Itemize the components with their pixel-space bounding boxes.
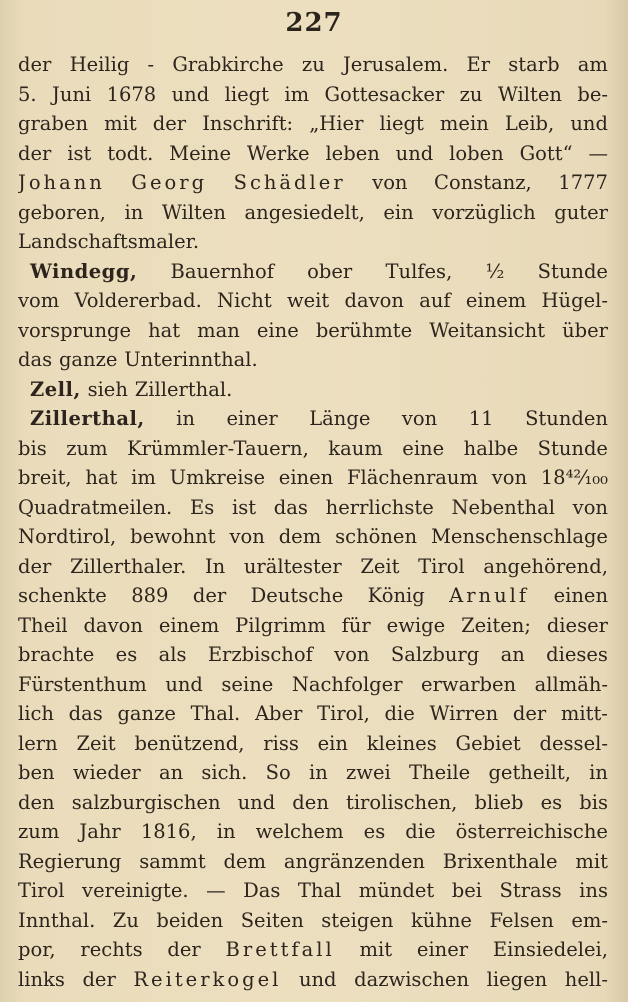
word: ganze xyxy=(58,348,118,371)
word: der xyxy=(18,554,52,578)
page-number: 227 xyxy=(285,8,343,38)
word: salzburgischen xyxy=(71,790,221,814)
text-line xyxy=(18,168,608,198)
text-line xyxy=(18,581,608,611)
word: der xyxy=(18,141,52,165)
word: dazwischen xyxy=(354,967,470,991)
word: mit xyxy=(575,849,608,873)
word: Windegg, xyxy=(30,259,138,283)
text-line xyxy=(18,345,608,375)
word: Nebenthal xyxy=(451,495,555,519)
word: bewohnt xyxy=(130,525,216,548)
word: zum xyxy=(18,820,60,843)
word: Strass xyxy=(499,879,562,902)
word: einen xyxy=(278,466,334,489)
word: 1678 xyxy=(106,82,157,106)
word: vorsprunge xyxy=(18,318,132,342)
word: den xyxy=(292,790,329,814)
word: Stunden xyxy=(525,407,608,430)
word: Quadratmeilen. xyxy=(18,495,173,519)
word: an xyxy=(500,643,525,666)
word: Pilgrimm xyxy=(235,613,326,637)
word: einer xyxy=(416,938,469,961)
word: em- xyxy=(571,908,608,932)
word: zu xyxy=(301,53,325,76)
word: und xyxy=(171,82,210,106)
word: liegt xyxy=(224,82,269,106)
word: hat xyxy=(85,466,118,489)
word: 11 xyxy=(468,407,494,430)
word: — xyxy=(588,141,608,165)
word: Voldererbad. xyxy=(74,289,202,312)
word: ben xyxy=(18,761,55,784)
word: Jerusalem. xyxy=(342,53,449,76)
word: das xyxy=(18,348,53,371)
word: Tirol xyxy=(18,879,65,902)
word: Flächenraum xyxy=(346,466,478,489)
word: 5. xyxy=(18,82,37,106)
word: ins xyxy=(579,879,608,902)
word: sammt xyxy=(139,849,206,873)
word: be- xyxy=(577,82,608,106)
word: über xyxy=(562,318,608,342)
word: angesiedelt, xyxy=(244,200,365,224)
word: angränzenden xyxy=(283,849,425,873)
word: Landschaftsmaler. xyxy=(18,230,200,253)
word: liegt xyxy=(379,112,424,135)
word: Fürstenthum xyxy=(18,672,147,696)
word: Zillerthaler. xyxy=(70,554,187,578)
word: Wirren xyxy=(429,702,499,725)
word: zwei xyxy=(346,761,391,784)
word: Weitansicht xyxy=(429,318,546,342)
word: Zillerthal, xyxy=(30,407,145,430)
text-line xyxy=(18,463,608,493)
word: seine xyxy=(221,672,274,696)
word: Zeit xyxy=(360,554,400,578)
word: Innthal. xyxy=(18,908,96,932)
text-line xyxy=(18,935,608,965)
word: es xyxy=(540,790,563,814)
word: Nachfolger xyxy=(291,672,403,696)
word: Das xyxy=(243,879,281,902)
word: kühne xyxy=(410,908,472,932)
word: hell- xyxy=(564,967,608,991)
word: eine xyxy=(256,318,299,342)
word: vereinigte. xyxy=(82,879,189,902)
word: In xyxy=(204,554,226,578)
word: Deutsche xyxy=(250,584,344,607)
word: lern xyxy=(18,731,58,755)
word: Unterinnthal. xyxy=(124,348,258,371)
word: die xyxy=(405,820,436,843)
word: geboren, xyxy=(18,200,106,224)
text-line xyxy=(18,286,608,316)
word: der xyxy=(18,53,52,76)
word: dem xyxy=(223,849,266,873)
word: graben xyxy=(18,112,89,135)
word: und xyxy=(395,141,434,165)
word: starb xyxy=(508,53,560,76)
word: und xyxy=(570,112,608,135)
word: davon xyxy=(344,289,404,312)
text-line xyxy=(18,257,608,287)
word: mit xyxy=(104,112,137,135)
word: steigen xyxy=(321,908,394,932)
word: por, xyxy=(18,938,56,961)
text-line xyxy=(18,670,608,700)
word: angehörend, xyxy=(483,554,608,578)
word: breit, xyxy=(18,466,72,489)
word: in xyxy=(589,761,608,784)
word: blieb xyxy=(474,790,524,814)
word: der xyxy=(512,702,547,725)
word: das xyxy=(68,702,103,725)
word: Seiten xyxy=(240,908,304,932)
word: Theil xyxy=(18,613,68,637)
word: hat xyxy=(148,318,181,342)
text-line xyxy=(18,50,608,80)
word: Werke xyxy=(246,141,310,165)
word: loben xyxy=(449,141,504,165)
text-line xyxy=(18,404,608,434)
word: zum xyxy=(66,436,108,460)
word: tirolischen, xyxy=(345,790,458,814)
text-line xyxy=(18,847,608,877)
word: Schädler xyxy=(233,171,346,194)
word: Thal xyxy=(297,879,342,902)
text-line xyxy=(18,640,608,670)
word: Stunde xyxy=(537,259,608,283)
word: in xyxy=(308,761,328,784)
word: sieh xyxy=(87,377,128,401)
word: dieser xyxy=(546,613,608,637)
word: guter xyxy=(554,200,608,224)
word: Juni xyxy=(52,82,92,106)
word: und xyxy=(298,967,337,991)
text-line xyxy=(18,80,608,110)
word: Länge xyxy=(309,407,371,430)
text-line xyxy=(18,434,608,464)
word: allmäh- xyxy=(534,672,608,696)
word: davon xyxy=(83,613,143,637)
word: Gottesacker xyxy=(324,82,445,106)
word: sich. xyxy=(201,761,248,784)
word: im xyxy=(284,82,310,106)
word: dem xyxy=(278,525,322,548)
text-line xyxy=(18,611,608,641)
word: Regierung xyxy=(18,849,122,873)
word: für xyxy=(341,613,371,637)
word: 1816, xyxy=(140,820,197,843)
word: Tulfes, xyxy=(385,259,453,283)
word: Salzburg xyxy=(390,643,480,666)
word: mündet xyxy=(358,879,435,902)
word: todt. xyxy=(107,141,154,165)
word: Brettfall xyxy=(225,938,335,961)
word: riss xyxy=(263,731,299,755)
word: herrlichste xyxy=(325,495,434,519)
word: getheilt, xyxy=(488,761,571,784)
word: ist xyxy=(231,495,257,519)
word: von xyxy=(572,495,608,519)
word: Zillerthal. xyxy=(134,377,233,401)
word: urältester xyxy=(243,554,342,578)
word: berühmte xyxy=(315,318,413,342)
word: Wilten xyxy=(497,82,562,106)
word: in xyxy=(176,407,195,430)
word: einem xyxy=(465,289,527,312)
word: Wilten xyxy=(161,200,226,224)
word: und xyxy=(165,672,203,696)
word: der xyxy=(82,967,116,991)
text-line xyxy=(18,817,608,847)
word: in xyxy=(124,200,144,224)
text-line xyxy=(18,788,608,818)
word: Krümmler-Tauern, xyxy=(127,436,309,460)
word: man xyxy=(197,318,240,342)
word: die xyxy=(384,702,415,725)
word: kleines xyxy=(366,731,437,755)
word: ½ xyxy=(485,259,505,283)
word: Es xyxy=(189,495,215,519)
word: König xyxy=(367,584,425,607)
word: liegen xyxy=(486,967,548,991)
word: österreichische xyxy=(455,820,608,843)
word: als xyxy=(158,643,187,666)
word: von xyxy=(334,643,370,666)
word: der xyxy=(192,584,227,607)
word: mit xyxy=(359,938,393,961)
word: halbe xyxy=(463,436,519,460)
word: es xyxy=(115,643,138,666)
text-line xyxy=(18,139,608,169)
word: dessel- xyxy=(539,731,608,755)
word: So xyxy=(265,761,291,784)
word: vorzüglich xyxy=(432,200,536,224)
word: einen xyxy=(553,584,608,607)
word: Leib, xyxy=(504,112,555,135)
text-line xyxy=(18,198,608,228)
word: leben xyxy=(325,141,380,165)
word: Johann xyxy=(18,171,105,194)
word: Tirol, xyxy=(317,702,370,725)
word: auf xyxy=(419,289,451,312)
text-line xyxy=(18,375,608,405)
body-text xyxy=(18,50,608,994)
word: ein xyxy=(383,200,414,224)
word: einem xyxy=(158,613,220,637)
word: Zeiten; xyxy=(461,613,531,637)
word: Zu xyxy=(112,908,139,932)
word: wieder xyxy=(72,761,141,784)
word: schönen xyxy=(335,525,418,548)
word: Grabkirche xyxy=(172,53,284,76)
word: ewige xyxy=(386,613,446,637)
word: Tirol xyxy=(418,554,465,578)
word: von xyxy=(401,407,438,430)
word: bis xyxy=(579,790,608,814)
word: vom xyxy=(18,289,60,312)
word: Arnulf xyxy=(449,584,530,607)
word: von xyxy=(229,525,265,548)
word: 1777 xyxy=(558,171,608,194)
word: 889 xyxy=(131,584,169,607)
word: Reiterkogel xyxy=(133,967,282,991)
word: Meine xyxy=(169,141,232,165)
word: Menschenschlage xyxy=(430,525,608,548)
word: eine xyxy=(402,436,445,460)
word: ein xyxy=(317,731,348,755)
word: Gebiet xyxy=(455,731,521,755)
text-line xyxy=(18,316,608,346)
word: rechts xyxy=(80,938,143,961)
word: Thal. xyxy=(190,702,241,725)
word: ist xyxy=(67,141,92,165)
word: — xyxy=(206,879,226,902)
word: von xyxy=(372,171,408,194)
word: Nordtirol, xyxy=(18,525,117,548)
word: - xyxy=(147,53,155,76)
word: und xyxy=(237,790,276,814)
word: erwarben xyxy=(421,672,517,696)
word: lich xyxy=(18,702,54,725)
word: Er xyxy=(466,53,491,76)
word: brachte xyxy=(18,643,95,666)
word: Constanz, xyxy=(434,171,532,194)
word: beiden xyxy=(156,908,224,932)
word: 18⁴²⁄₁₀₀ xyxy=(540,466,608,489)
word: „Hier xyxy=(309,112,364,135)
word: bis xyxy=(18,436,47,460)
word: Heilig xyxy=(69,53,130,76)
word: Inschrift: xyxy=(202,112,294,135)
text-line xyxy=(18,906,608,936)
word: Bauernhof xyxy=(170,259,274,283)
word: dieses xyxy=(546,643,608,666)
word: links xyxy=(18,967,65,991)
word: Aber xyxy=(254,702,303,725)
word: den xyxy=(18,790,55,814)
word: Jahr xyxy=(79,820,121,843)
word: Georg xyxy=(131,171,208,194)
word: Erzbischof xyxy=(207,643,313,666)
text-line xyxy=(18,758,608,788)
word: Zell, xyxy=(30,377,81,401)
word: der xyxy=(167,938,201,961)
word: an xyxy=(158,761,184,784)
word: das xyxy=(273,495,308,519)
word: Hügel- xyxy=(541,289,608,312)
word: ganze xyxy=(117,702,176,725)
word: Einsiedelei, xyxy=(492,938,608,961)
word: Nicht xyxy=(217,289,272,312)
word: Felsen xyxy=(489,908,554,932)
text-line xyxy=(18,227,608,257)
word: weit xyxy=(286,289,330,312)
word: Stunde xyxy=(537,436,608,460)
word: welchem xyxy=(255,820,344,843)
word: in xyxy=(216,820,236,843)
word: von xyxy=(491,466,528,489)
word: Theile xyxy=(409,761,471,784)
text-line xyxy=(18,965,608,995)
text-line xyxy=(18,729,608,759)
word: im xyxy=(131,466,156,489)
text-line xyxy=(18,876,608,906)
word: mein xyxy=(439,112,489,135)
word: der xyxy=(152,112,187,135)
word: am xyxy=(577,53,608,76)
text-line xyxy=(18,109,608,139)
word: mitt- xyxy=(560,702,608,725)
text-line xyxy=(18,493,608,523)
word: kaum xyxy=(328,436,383,460)
word: schenkte xyxy=(18,584,107,607)
word: bei xyxy=(451,879,483,902)
word: Gott“ xyxy=(519,141,573,165)
text-line xyxy=(18,522,608,552)
word: Zeit xyxy=(76,731,116,755)
word: zu xyxy=(459,82,483,106)
word: benützend, xyxy=(134,731,245,755)
word: einer xyxy=(226,407,278,430)
text-line xyxy=(18,552,608,582)
text-line xyxy=(18,699,608,729)
word: Brixenthale xyxy=(442,849,558,873)
word: ober xyxy=(307,259,353,283)
word: Umkreise xyxy=(169,466,266,489)
word: es xyxy=(363,820,386,843)
